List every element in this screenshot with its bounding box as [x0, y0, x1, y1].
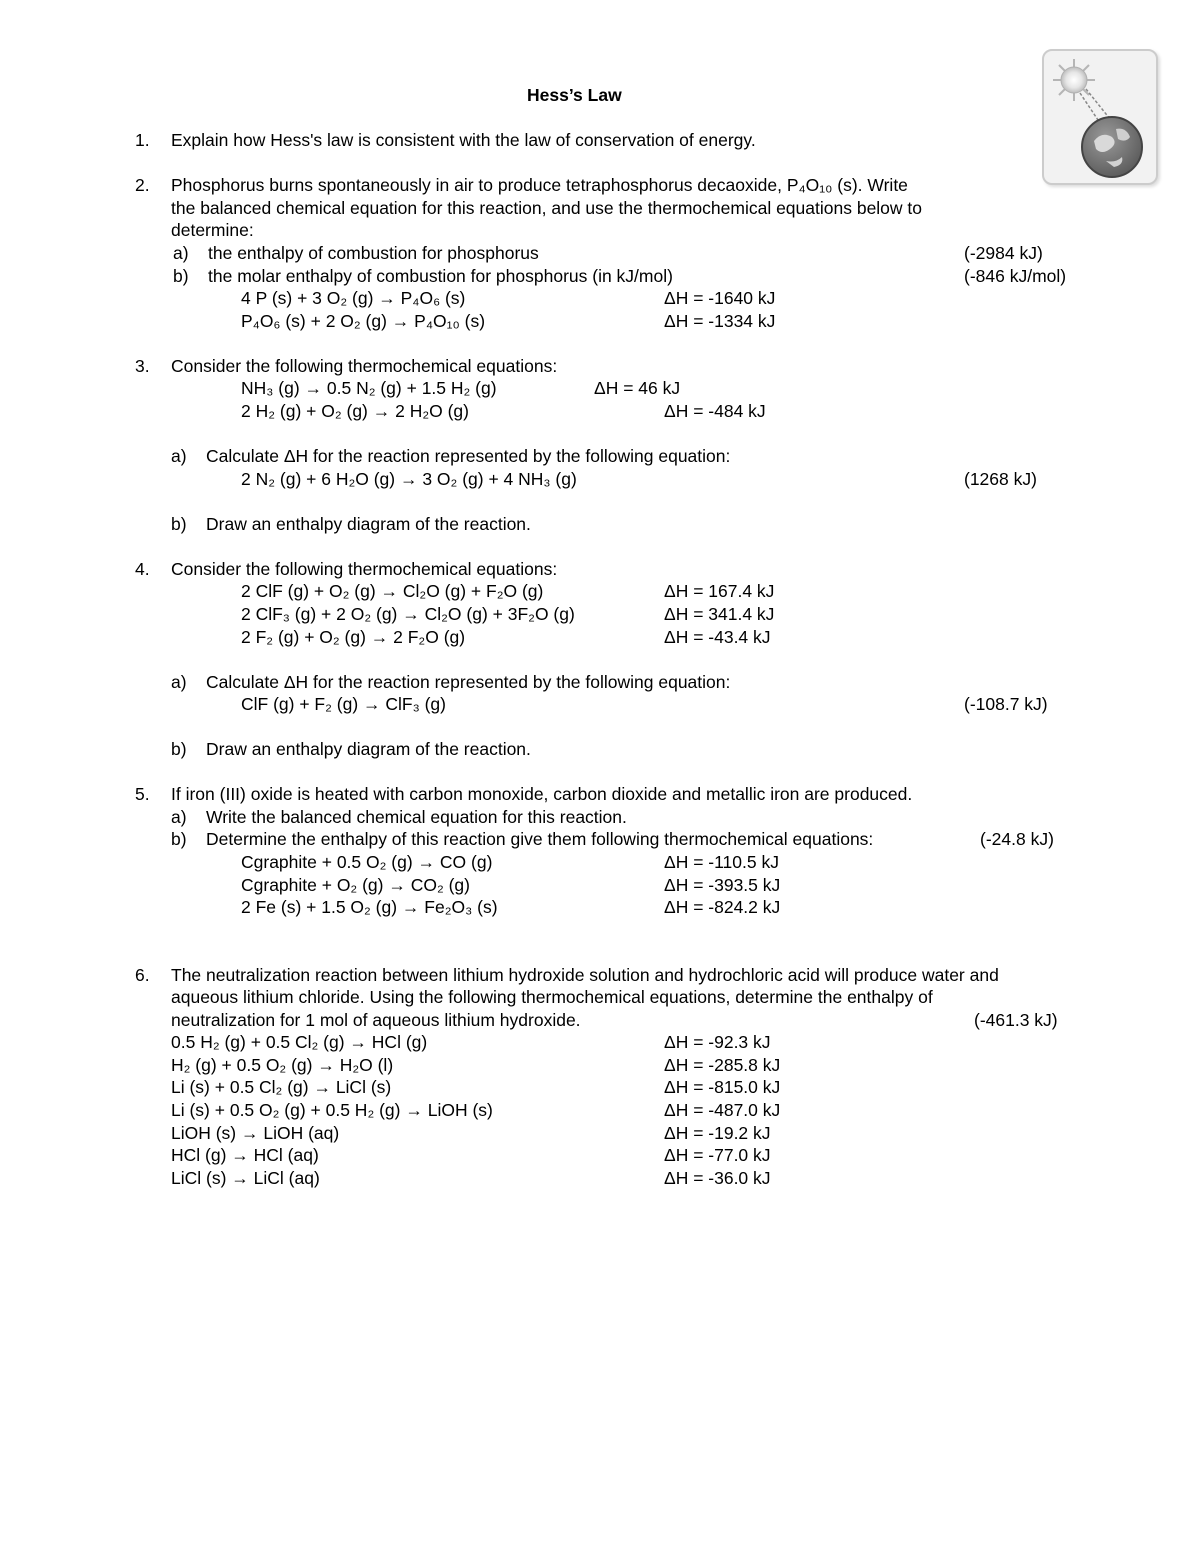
q4a-equation: ClF (g) + F₂ (g) → ClF₃ (g) — [241, 694, 446, 714]
q3a-label: a) — [171, 446, 187, 466]
q4b-text: Draw an enthalpy diagram of the reaction. — [206, 739, 531, 759]
q6-enthalpy-6: ΔH = -77.0 kJ — [664, 1145, 771, 1165]
q2b-text: the molar enthalpy of combustion for phosphorus (in kJ/mol) — [208, 266, 673, 286]
q3-number: 3. — [135, 356, 150, 376]
q4a-text: Calculate ΔH for the reaction represented by the following equation: — [206, 672, 731, 692]
q3a-answer: (1268 kJ) — [964, 469, 1037, 489]
q6-enthalpy-1: ΔH = -92.3 kJ — [664, 1032, 771, 1052]
q6-line3: neutralization for 1 mol of aqueous lithium hydroxide. — [171, 1010, 581, 1030]
q5a-text: Write the balanced chemical equation for this reaction. — [206, 807, 627, 827]
q5-equation-2: Cgraphite + O₂ (g) → CO₂ (g) — [241, 875, 470, 895]
q3-equation-2: 2 H₂ (g) + O₂ (g) → 2 H₂O (g) — [241, 401, 469, 421]
q3a-text: Calculate ΔH for the reaction represented by the following equation: — [206, 446, 731, 466]
q6-number: 6. — [135, 965, 150, 985]
q4-enthalpy-1: ΔH = 167.4 kJ — [664, 581, 775, 601]
q4a-label: a) — [171, 672, 187, 692]
q6-line1: The neutralization reaction between lithium hydroxide solution and hydrochloric acid will produce water and — [171, 965, 999, 985]
q2-equation-2: P₄O₆ (s) + 2 O₂ (g) → P₄O₁₀ (s) — [241, 311, 486, 331]
q2a-text: the enthalpy of combustion for phosphorus — [208, 243, 539, 263]
q3a-equation: 2 N₂ (g) + 6 H₂O (g) → 3 O₂ (g) + 4 NH₃ (g) — [241, 469, 577, 489]
q3-intro: Consider the following thermochemical equations: — [171, 356, 558, 376]
q5-number: 5. — [135, 784, 150, 804]
q2-line3: determine: — [171, 220, 254, 240]
q6-enthalpy-3: ΔH = -815.0 kJ — [664, 1077, 781, 1097]
q4-number: 4. — [135, 559, 150, 579]
q3b-label: b) — [171, 514, 187, 534]
q2-number: 2. — [135, 175, 150, 195]
q6-answer: (-461.3 kJ) — [974, 1010, 1058, 1030]
q3-equation-1: NH₃ (g) → 0.5 N₂ (g) + 1.5 H₂ (g) — [241, 378, 497, 398]
q2-equation-1: 4 P (s) + 3 O₂ (g) → P₄O₆ (s) — [241, 288, 466, 308]
q6-enthalpy-2: ΔH = -285.8 kJ — [664, 1055, 781, 1075]
q5-equation-3: 2 Fe (s) + 1.5 O₂ (g) → Fe₂O₃ (s) — [241, 897, 498, 917]
q3-enthalpy-2: ΔH = -484 kJ — [664, 401, 766, 421]
q5-enthalpy-3: ΔH = -824.2 kJ — [664, 897, 781, 917]
q5-enthalpy-1: ΔH = -110.5 kJ — [664, 852, 779, 872]
q2-line1: Phosphorus burns spontaneously in air to produce tetraphosphorus decaoxide, P₄O₁₀ (s). Write — [171, 175, 908, 195]
q6-enthalpy-4: ΔH = -487.0 kJ — [664, 1100, 781, 1120]
q4-equation-3: 2 F₂ (g) + O₂ (g) → 2 F₂O (g) — [241, 627, 466, 647]
q3b-text: Draw an enthalpy diagram of the reaction. — [206, 514, 531, 534]
q5-intro: If iron (III) oxide is heated with carbon monoxide, carbon dioxide and metallic iron are produced. — [171, 784, 913, 804]
q4-equation-2: 2 ClF₃ (g) + 2 O₂ (g) → Cl₂O (g) + 3F₂O (g) — [241, 604, 575, 624]
q2a-label: a) — [173, 243, 189, 263]
q4-enthalpy-2: ΔH = 341.4 kJ — [664, 604, 775, 624]
q4-enthalpy-3: ΔH = -43.4 kJ — [664, 627, 771, 647]
q2-line2: the balanced chemical equation for this reaction, and use the thermochemical equations below to — [171, 198, 923, 218]
q6-line2: aqueous lithium chloride. Using the following thermochemical equations, determine the enthalpy of — [171, 987, 933, 1007]
q6-equation-4: Li (s) + 0.5 O₂ (g) + 0.5 H₂ (g) → LiOH (s) — [171, 1100, 493, 1120]
q4b-label: b) — [171, 739, 187, 759]
q6-equation-3: Li (s) + 0.5 Cl₂ (g) → LiCl (s) — [171, 1077, 392, 1097]
q6-equation-7: LiCl (s) → LiCl (aq) — [171, 1168, 320, 1188]
q3-enthalpy-1: ΔH = 46 kJ — [594, 378, 681, 398]
q5b-label: b) — [171, 829, 187, 849]
q6-enthalpy-5: ΔH = -19.2 kJ — [664, 1123, 771, 1143]
q6-equation-5: LiOH (s) → LiOH (aq) — [171, 1123, 340, 1143]
q2-enthalpy-2: ΔH = -1334 kJ — [664, 311, 776, 331]
q4-intro: Consider the following thermochemical equations: — [171, 559, 558, 579]
q5-enthalpy-2: ΔH = -393.5 kJ — [664, 875, 781, 895]
q4-equation-1: 2 ClF (g) + O₂ (g) → Cl₂O (g) + F₂O (g) — [241, 581, 544, 601]
q6-equation-1: 0.5 H₂ (g) + 0.5 Cl₂ (g) → HCl (g) — [171, 1032, 428, 1052]
q2b-answer: (-846 kJ/mol) — [964, 266, 1067, 286]
q5a-label: a) — [171, 807, 187, 827]
q1-number: 1. — [135, 130, 150, 150]
q6-enthalpy-7: ΔH = -36.0 kJ — [664, 1168, 771, 1188]
q6-equation-6: HCl (g) → HCl (aq) — [171, 1145, 319, 1165]
page-title: Hess’s Law — [527, 85, 622, 105]
q5-equation-1: Cgraphite + 0.5 O₂ (g) → CO (g) — [241, 852, 493, 872]
q5b-answer: (-24.8 kJ) — [980, 829, 1054, 849]
sun-earth-icon — [1042, 49, 1158, 185]
q2b-label: b) — [173, 266, 189, 286]
q4a-answer: (-108.7 kJ) — [964, 694, 1048, 714]
q2a-answer: (-2984 kJ) — [964, 243, 1043, 263]
q5b-text: Determine the enthalpy of this reaction give them following thermochemical equations: — [206, 829, 874, 849]
q6-equation-2: H₂ (g) + 0.5 O₂ (g) → H₂O (l) — [171, 1055, 394, 1075]
q1-text: Explain how Hess's law is consistent with the law of conservation of energy. — [171, 130, 756, 150]
q2-enthalpy-1: ΔH = -1640 kJ — [664, 288, 776, 308]
